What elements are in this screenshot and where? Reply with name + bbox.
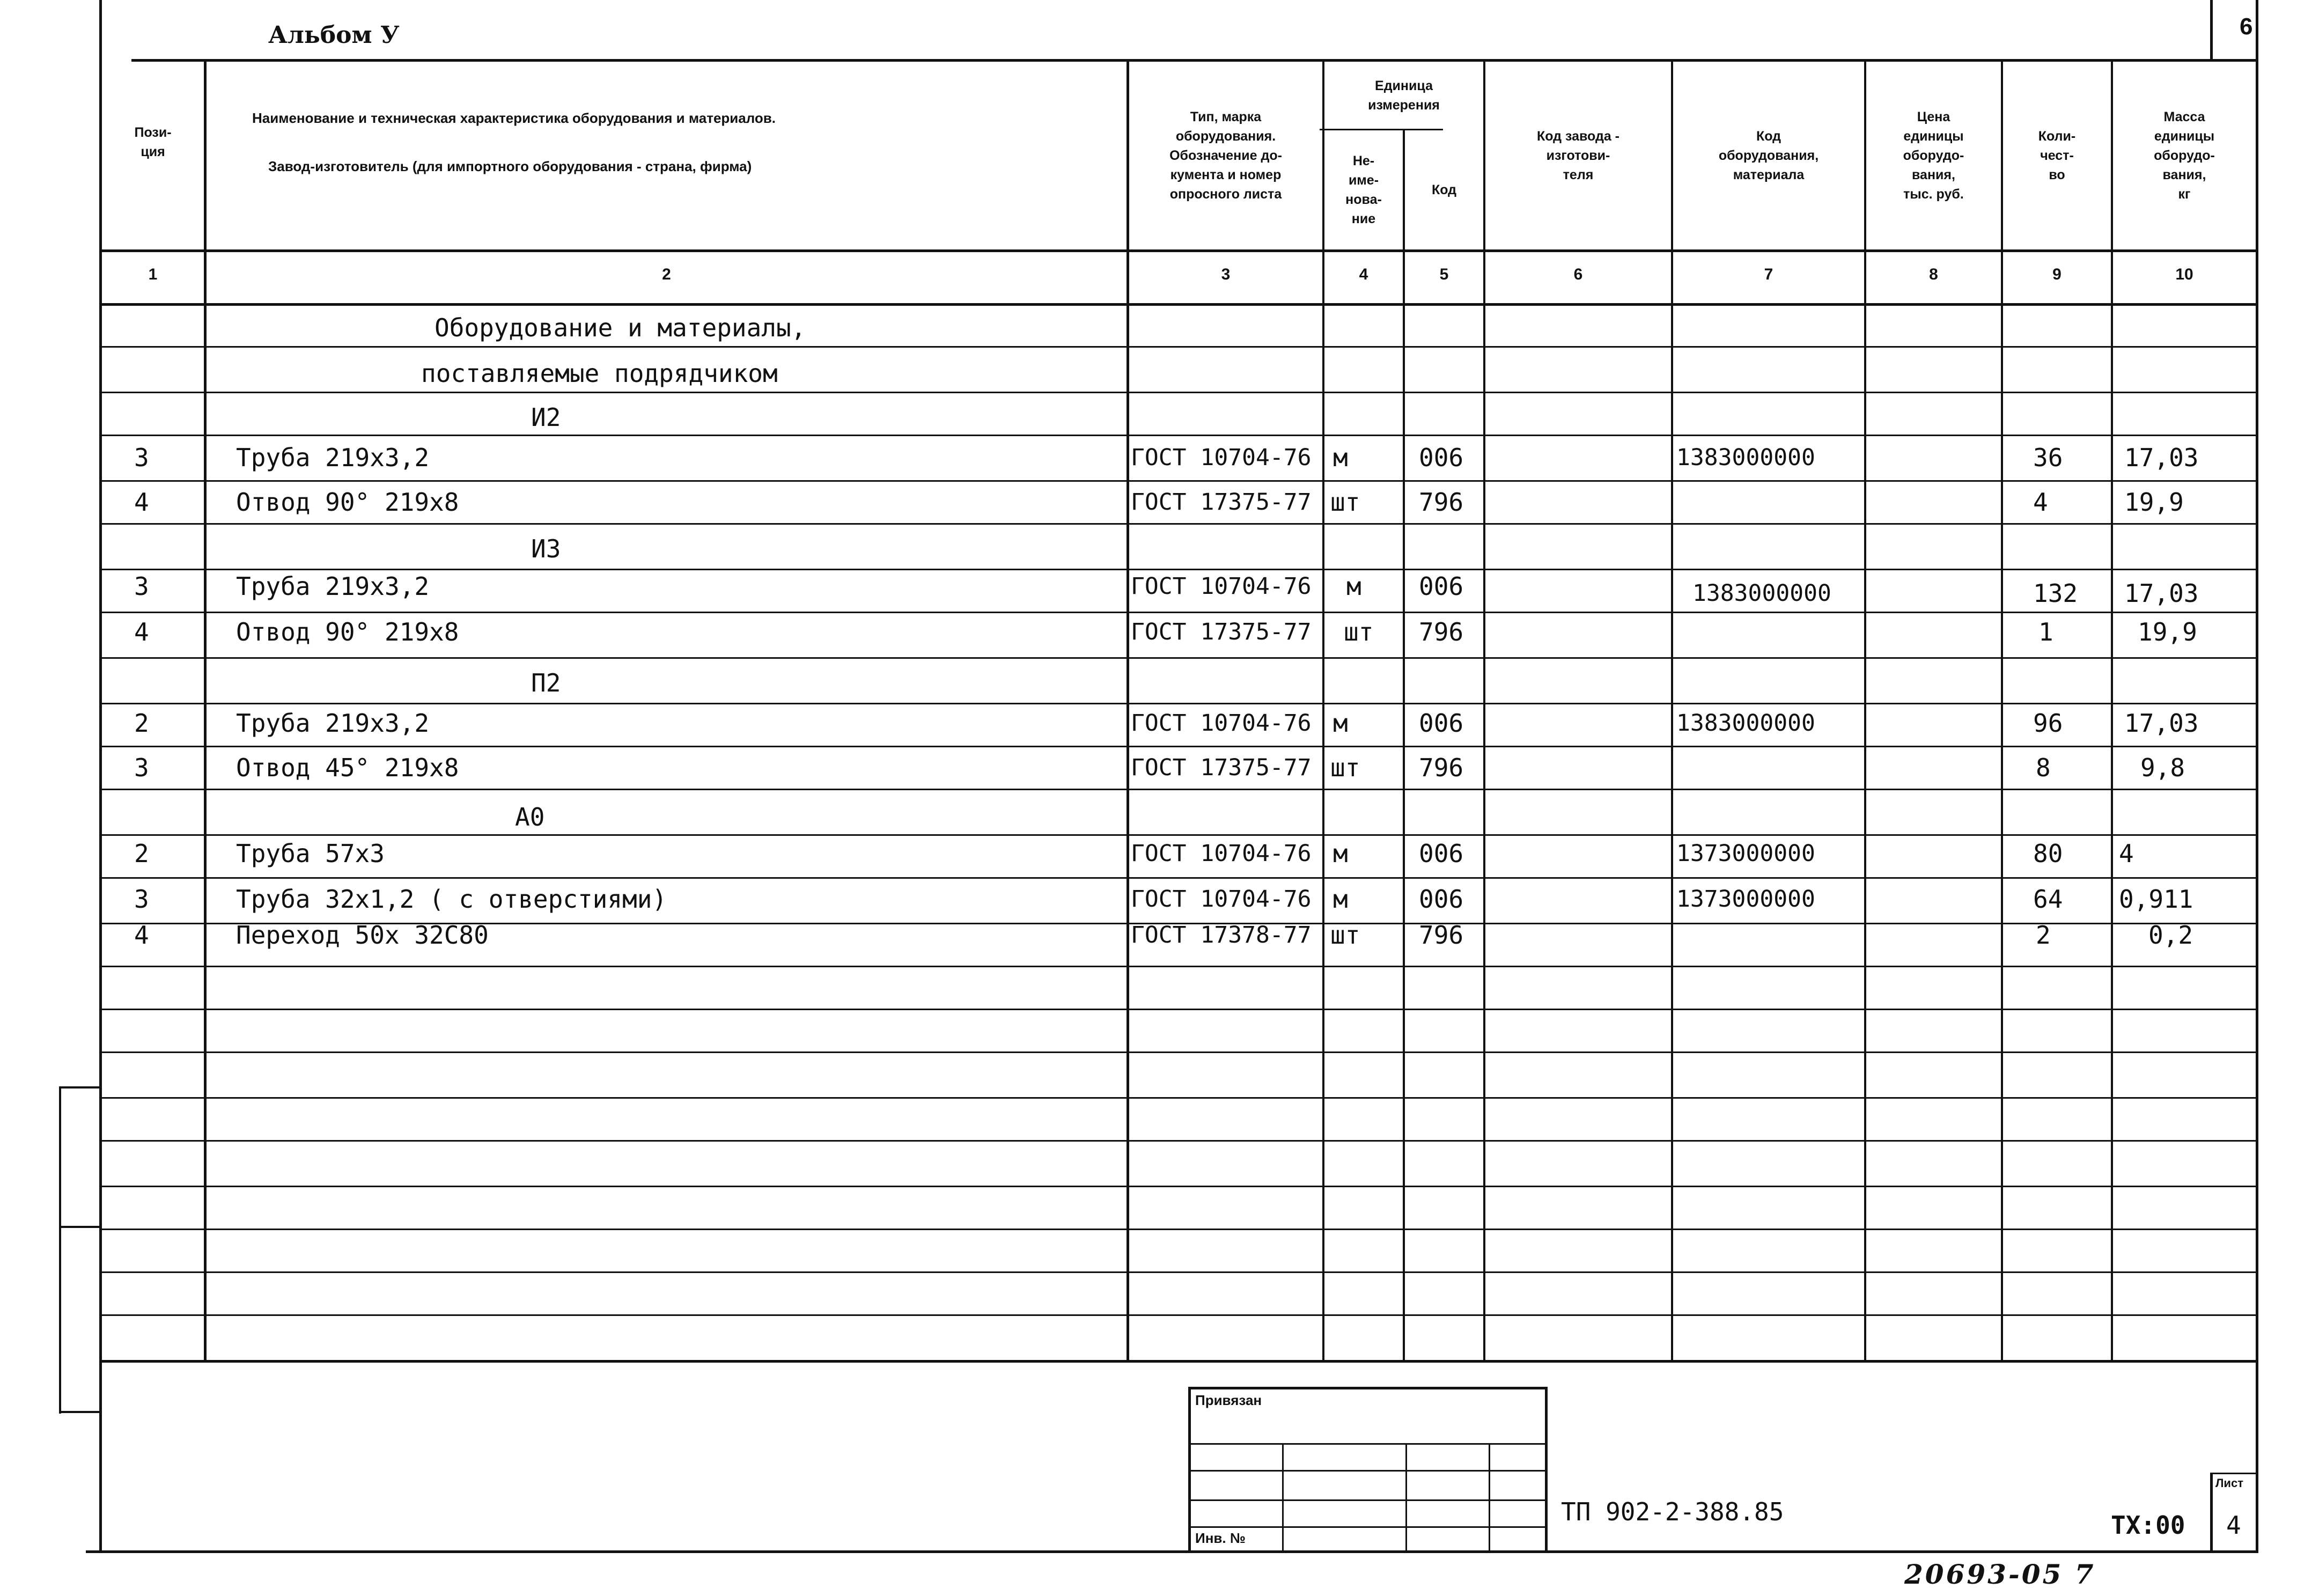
row-material-code: 1383000000 [1676,710,1815,737]
row-document: ГОСТ 10704-76 [1131,840,1312,867]
row-unit-code: 006 [1419,572,1464,601]
column-number: 10 [2175,266,2193,283]
row-unit-code: 796 [1419,921,1464,950]
row-quantity: 1 [2038,617,2053,646]
row-unit-code: 006 [1419,443,1464,472]
row-mass: 19,9 [2124,488,2184,517]
row-unit: шт [1344,617,1374,646]
row-document: ГОСТ 17375-77 [1131,754,1312,781]
row-unit-code: 006 [1419,885,1464,914]
row-unit-code: 006 [1419,709,1464,738]
row-unit: шт [1330,488,1360,517]
group-label: П2 [531,668,561,697]
header-name-line2: Завод-изготовитель (для импортного оборудования - страна, фирма) [268,158,752,174]
header-type-mark: Тип, марка оборудования. Обозначение до- кумента и номер опросного листа [1169,109,1282,202]
row-mass: 17,03 [2124,579,2199,608]
row-name: Труба 32x1,2 ( с отверстиями) [236,885,667,914]
group-label: И2 [531,403,561,432]
column-number: 8 [1929,266,1938,283]
column-number: 6 [1573,266,1583,283]
row-quantity: 132 [2033,579,2078,608]
row-document: ГОСТ 10704-76 [1131,444,1312,471]
header-unit-group: Единица измерения [1368,78,1440,113]
header-unit-code: Код [1431,182,1457,197]
sheet-label: Лист [2215,1476,2243,1490]
row-name: Переход 50x 32С80 [236,921,489,950]
row-mass: 19,9 [2138,617,2197,646]
section-code: ТХ:00 [2111,1511,2185,1540]
row-mass: 17,03 [2124,443,2199,472]
row-material-code: 1383000000 [1692,580,1831,607]
row-document: ГОСТ 10704-76 [1131,573,1312,600]
row-mass: 0,2 [2148,921,2193,950]
row-material-code: 1373000000 [1676,886,1815,913]
row-name: Труба 219x3,2 [236,709,430,738]
row-name: Труба 219x3,2 [236,572,430,601]
column-number: 3 [1221,266,1231,283]
sheet-number: 4 [2226,1511,2241,1540]
header-unit-mass: Масса единицы оборудо- вания, кг [2154,109,2215,202]
row-unit: шт [1330,753,1360,782]
row-position: 4 [134,488,149,517]
column-number: 9 [2052,266,2062,283]
row-position: 3 [134,885,149,914]
row-material-code: 1373000000 [1676,840,1815,867]
row-position: 2 [134,709,149,738]
row-unit: м [1333,839,1348,868]
group-label: И3 [531,534,561,563]
row-unit-code: 796 [1419,753,1464,782]
row-position: 4 [134,921,149,950]
group-label: А0 [515,803,545,832]
header-quantity: Коли- чест- во [2038,129,2076,182]
section-title: поставляемые подрядчиком [421,359,778,388]
row-material-code: 1383000000 [1676,444,1815,471]
row-name: Отвод 90° 219x8 [236,617,459,646]
row-name: Отвод 45° 219x8 [236,753,459,782]
row-position: 3 [134,572,149,601]
row-mass: 9,8 [2140,753,2185,782]
row-unit: м [1333,443,1348,472]
section-title: Оборудование и материалы, [435,313,806,342]
row-unit: м [1333,885,1348,914]
row-unit: м [1346,572,1361,601]
row-unit: шт [1330,921,1360,950]
header-material-code: Код оборудования, материала [1718,129,1819,182]
row-mass: 17,03 [2124,709,2199,738]
row-unit-code: 796 [1419,617,1464,646]
row-position: 3 [134,753,149,782]
column-number: 1 [148,266,158,283]
row-unit-code: 006 [1419,839,1464,868]
row-quantity: 2 [2036,921,2051,950]
row-name: Труба 219x3,2 [236,443,430,472]
row-document: ГОСТ 17375-77 [1131,619,1312,645]
column-number: 5 [1439,266,1449,283]
row-unit: м [1333,709,1348,738]
column-number: 2 [662,266,671,283]
row-quantity: 64 [2033,885,2063,914]
row-position: 2 [134,839,149,868]
header-unit-name: Не- име- нова- ние [1345,153,1382,226]
row-name: Отвод 90° 219x8 [236,488,459,517]
row-quantity: 36 [2033,443,2063,472]
row-document: ГОСТ 10704-76 [1131,710,1312,737]
row-document: ГОСТ 10704-76 [1131,886,1312,913]
album-title: Альбом У [268,21,400,49]
header-unit-price: Цена единицы оборудо- вания, тыс. руб. [1903,109,1964,202]
linked-label: Привязан [1195,1392,1262,1408]
row-mass: 4 [2119,839,2134,868]
row-quantity: 80 [2033,839,2063,868]
row-quantity: 4 [2033,488,2048,517]
header-name-line1: Наименование и техническая характеристика оборудования и материалов. [252,110,776,126]
column-number: 4 [1359,266,1368,283]
row-document: ГОСТ 17378-77 [1131,922,1312,948]
row-unit-code: 796 [1419,488,1464,517]
header-position: Пози- ция [134,125,172,159]
row-document: ГОСТ 17375-77 [1131,489,1312,516]
page-number: 6 [2240,13,2253,40]
row-quantity: 8 [2036,753,2051,782]
row-quantity: 96 [2033,709,2063,738]
row-name: Труба 57x3 [236,839,385,868]
header-manufacturer-code: Код завода - изготови- теля [1536,129,1620,182]
column-number: 7 [1764,266,1773,283]
row-position: 4 [134,617,149,646]
inventory-number-label: Инв. № [1195,1530,1246,1546]
row-mass: 0,911 [2119,885,2193,914]
footer-number: 20693-05 7 [1904,1558,2096,1590]
row-position: 3 [134,443,149,472]
project-code: ТП 902-2-388.85 [1561,1497,1784,1526]
